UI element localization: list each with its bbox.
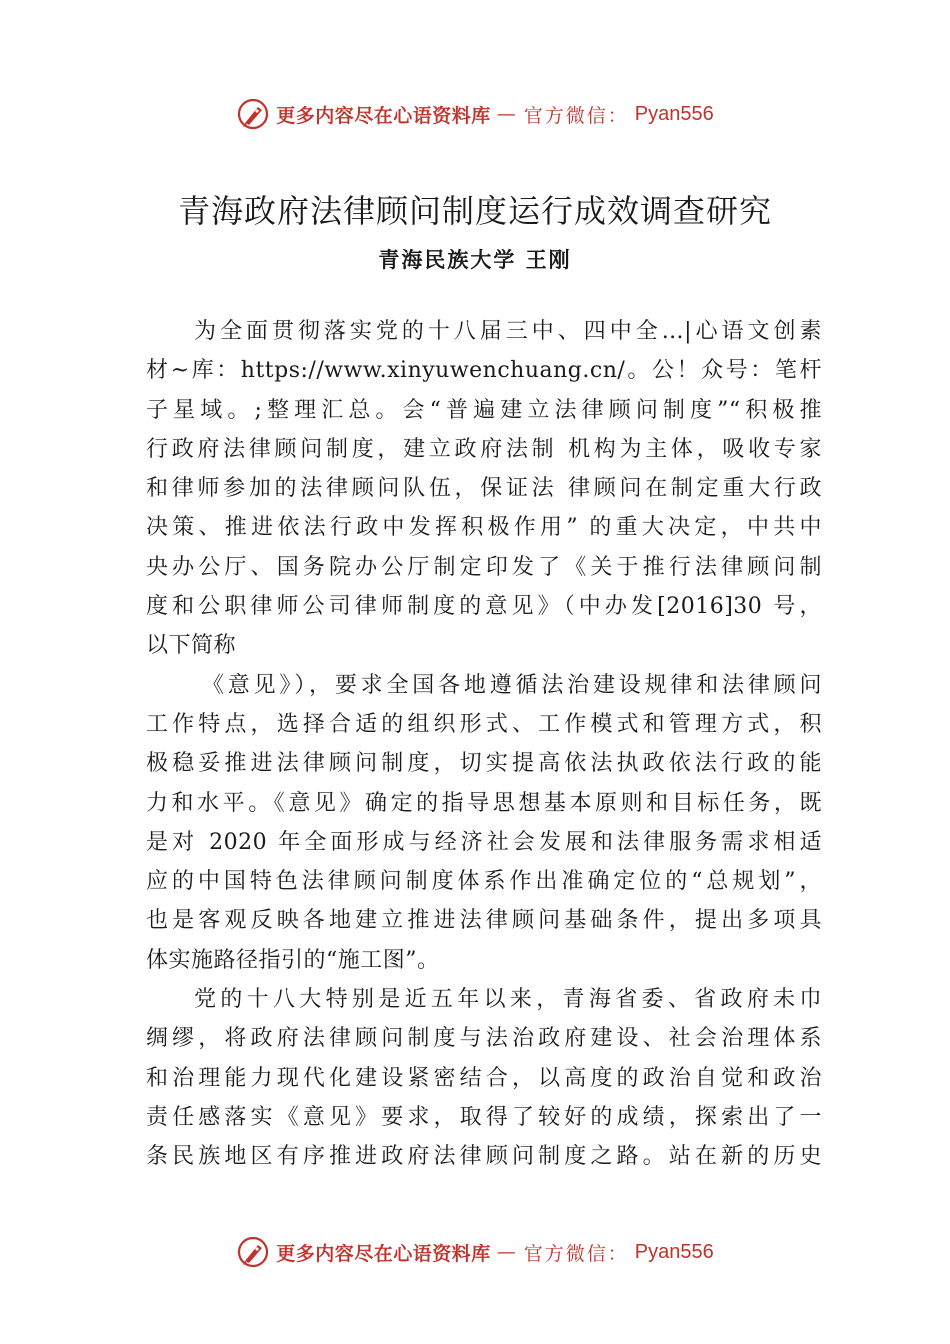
document-body [146, 312, 822, 1177]
body-line: 和治理能力现代化建设紧密结合，以高度的政治自觉和政治 [146, 1065, 822, 1091]
pen-nib-logo-icon [236, 1235, 270, 1269]
body-line: 《意见》），要求全国各地遵循法治建设规律和法律顾问 [202, 672, 822, 698]
body-line: 极稳妥推进法律顾问制度，切实提高依法执政依法行政的能 [146, 751, 822, 777]
body-line: 决策、推进依法行政中发挥积极作用” 的重大决定，中共中 [146, 515, 822, 541]
body-line: 体实施路径指引的“施工图”。 [146, 947, 440, 973]
body-line: 以下简称 [146, 633, 237, 659]
body-line: 力和水平。《意见》确定的指导思想基本原则和目标任务，既 [146, 790, 822, 816]
body-line: 责任感落实《意见》要求，取得了较好的成绩，探索出了一 [146, 1104, 822, 1130]
body-line: 应的中国特色法律顾问制度体系作出准确定位的“总规划”， [146, 869, 822, 895]
body-line: 工作特点，选择合适的组织形式、工作模式和管理方式，积 [146, 711, 822, 737]
body-line: 绸缪，将政府法律顾问制度与法治政府建设、社会治理体系 [146, 1026, 822, 1052]
banner-official-label: 官方微信： [523, 1242, 629, 1265]
document-title: 青海政府法律顾问制度运行成效调查研究 [177, 192, 772, 230]
header-banner [0, 94, 950, 134]
body-line: 行政府法律顾问制度，建立政府法制 机构为主体，吸收专家 [146, 436, 822, 462]
banner-wechat-id: Pyan556 [634, 1240, 714, 1263]
pen-nib-logo-icon [236, 97, 270, 131]
body-line: 条民族地区有序推进政府法律顾问制度之路。站在新的历史 [146, 1144, 822, 1170]
banner-official-label: 官方微信： [523, 104, 629, 127]
banner-brand-text: 更多内容尽在心语资料库 [276, 104, 491, 127]
body-line: 也是客观反映各地建立推进法律顾问基础条件，提出多项具 [146, 908, 822, 934]
body-line: 央办公厅、国务院办公厅制定印发了《关于推行法律顾问制 [146, 554, 822, 580]
banner-dash: — [496, 103, 518, 125]
body-line: 为全面贯彻落实党的十八届三中、四中全…|心语文创素 [194, 319, 822, 344]
body-line: 材~库：https://www.xinyuwenchuang.cn/。公！众号：笔杆 [146, 358, 822, 384]
body-line: 是对 2020 年全面形成与经济社会发展和法律服务需求相适 [146, 829, 822, 855]
banner-wechat-id: Pyan556 [634, 102, 714, 125]
body-line: 度和公职律师公司律师制度的意见》（中办发[2016]30 号， [146, 594, 822, 620]
banner-dash: — [496, 1241, 518, 1263]
body-line: 党的十八大特别是近五年以来，青海省委、省政府未巾 [194, 987, 822, 1013]
banner-brand-text: 更多内容尽在心语资料库 [276, 1242, 491, 1265]
document-author: 青海民族大学 王刚 [378, 247, 572, 272]
body-line: 和律师参加的法律顾问队伍，保证法 律顾问在制定重大行政 [146, 476, 822, 502]
body-line: 子星域。;整理汇总。会“普遍建立法律顾问制度”“积极推 [146, 397, 822, 423]
footer-banner [0, 1232, 950, 1272]
